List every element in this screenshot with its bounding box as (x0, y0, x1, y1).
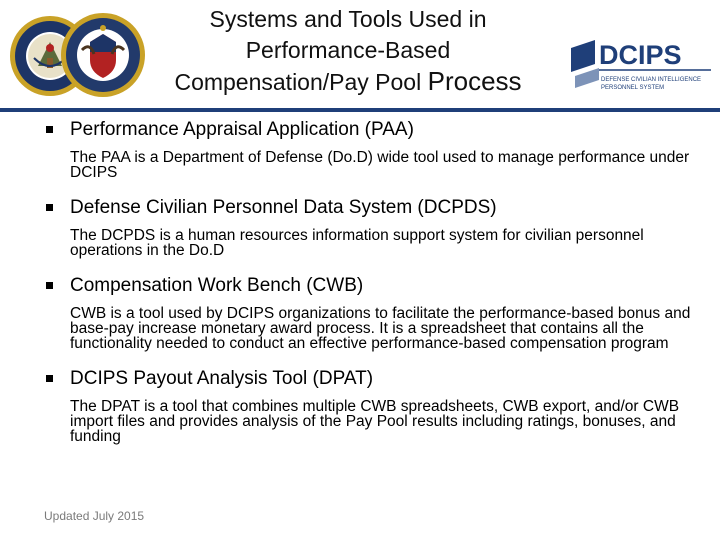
item-heading-text: DCIPS Payout Analysis Tool (DPAT) (70, 368, 374, 389)
item-heading (44, 367, 704, 391)
header-divider (0, 108, 720, 112)
item-description: The PAA is a Department of Defense (Do.D) wide tool used to manage performance under DCIPS (70, 149, 690, 181)
dcips-logo-subtitle-2: PERSONNEL SYSTEM (601, 85, 665, 91)
square-bullet-icon (46, 282, 53, 289)
bullet-list (44, 118, 704, 444)
list-item (44, 274, 704, 351)
dcips-logo (565, 28, 715, 108)
agency-seals (8, 12, 134, 100)
dcips-emblem-icon (571, 40, 595, 72)
list-item (44, 196, 704, 258)
item-heading (44, 274, 704, 298)
slide-title (128, 4, 568, 98)
dcips-logo-subtitle-1: DEFENSE CIVILIAN INTELLIGENCE (601, 77, 702, 83)
list-item (44, 118, 704, 180)
square-bullet-icon (46, 204, 53, 211)
item-description: The DPAT is a tool that combines multiple CWB spreadsheets, CWB export, and/or CWB import files and provides analysis of the Pay Pool results including ratings, bonuses, and funding (70, 398, 680, 445)
title-line-3-part: Compensation/Pay Pool (174, 69, 428, 95)
updated-date: Updated July 2015 (44, 509, 145, 523)
square-bullet-icon (46, 375, 53, 382)
square-bullet-icon (46, 126, 53, 133)
item-heading-text: Performance Appraisal Application (PAA) (70, 119, 414, 140)
item-heading (44, 196, 704, 220)
item-heading-text: Compensation Work Bench (CWB) (70, 275, 364, 296)
title-line-2: Performance-Based (245, 37, 451, 63)
list-item (44, 367, 704, 444)
title-line-3 (128, 66, 568, 98)
item-heading (44, 118, 704, 142)
item-description: CWB is a tool used by DCIPS organizations to facilitate the performance-based bonus and base-pay increase monetary award process. It is a spreadsheet that contains all the functionality needed to conduct an effective performance-based compensation program (70, 305, 691, 352)
item-heading-text: Defense Civilian Personnel Data System (DCPDS) (70, 197, 497, 218)
title-line-1: Systems and Tools Used in (209, 6, 487, 32)
dcips-logo-text: DCIPS (599, 40, 682, 70)
title-process-word: Process (427, 66, 522, 96)
item-description: The DCPDS is a human resources information support system for civilian personnel operations in the Do.D (70, 227, 644, 259)
